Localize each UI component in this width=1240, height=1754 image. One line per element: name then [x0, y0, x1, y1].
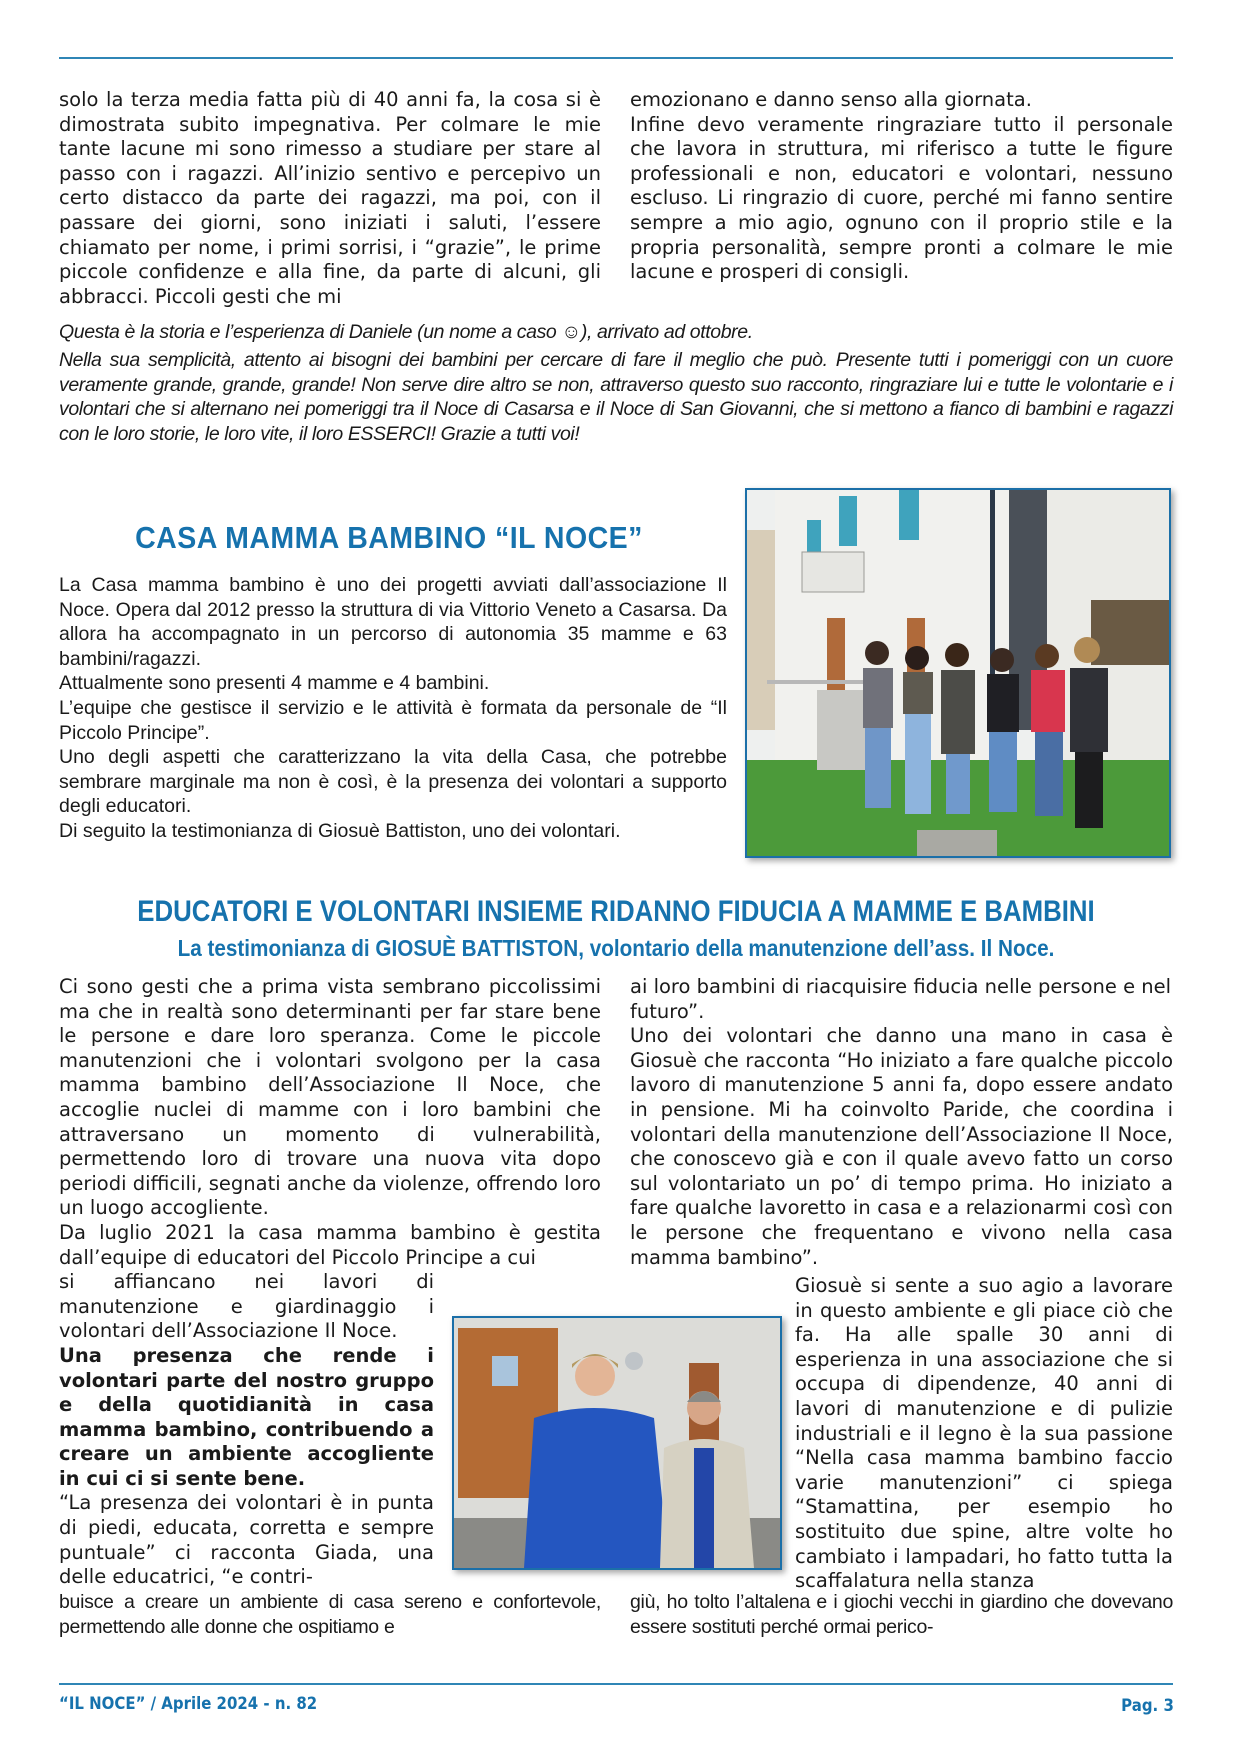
edu-right-narrow-column: [795, 1274, 1173, 1594]
edu-left-quote: “La presenza dei volontari è in punta di piedi, educata, corretta e sempre puntuale” ci racconta Giada, una delle educatrici, “e contri-: [59, 1491, 434, 1589]
casa-paragraph: Attualmente sono presenti 4 mamme e 4 bambini.: [59, 672, 490, 695]
footer-rule: [59, 1683, 1173, 1685]
editorial-note-line-1: Questa è la storia e l’esperienza di Daniele (un nome a caso ☺), arrivato ad ottobre.: [59, 321, 753, 343]
casa-section-body: [59, 573, 727, 844]
team-photo-illustration: [747, 490, 1169, 856]
casa-section-title: CASA MAMMA BAMBINO “IL NOCE”: [135, 520, 643, 555]
edu-bottom-left-text: [59, 1590, 601, 1639]
page-number: Pag. 3: [1121, 1696, 1174, 1716]
editorial-note-line-2: Nella sua semplicità, attento ai bisogni dei bambini per cercare di fare il meglio che può. Presente tutti i pomeriggi con un cuore veramente grande, grande, grande! Non serve dire altro se non, attraverso questo suo racconto, ringraziare lui e tutte le volontarie e i volontari che si alternano nei pomeriggi tra il Noce di Casarsa e il Noce di San Giovanni, che si mettono a fianco di bambini e ragazzi con le loro storie, le loro vite, il loro ESSERCI! Grazie a tutti voi!: [59, 349, 1173, 445]
header-rule: [59, 57, 1173, 59]
volunteer-photo: [452, 1316, 782, 1570]
top-left-paragraph: solo la terza media fatta più di 40 anni fa, la cosa si è dimostrata subito impegnativa. Per colmare le mie tante lacune mi sono rimesso a studiare per stare al passo con i ragazzi. All’inizio sentivo e percepivo un certo distacco da parte dei ragazzi, ma poi, con il passare dei giorni, sono iniziati i saluti, l’essere chiamato per nome, i primi sorrisi, i “grazie”, le prime piccole confidenze e alla fine, da parte di alcuni, gli abbracci. Piccoli gesti che mi: [59, 88, 601, 308]
team-photo: [745, 488, 1171, 858]
edu-bottom-right-text: [630, 1590, 1173, 1639]
edu-bottom-right-paragraph: giù, ho tolto l’altalena e i giochi vecchi in giardino che dovevano essere sostituti perché ormai perico-: [630, 1591, 1173, 1638]
edu-section-subtitle: La testimonianza di GIOSUÈ BATTISTON, volontario della manutenzione dell’ass. Il Noce.: [177, 935, 1055, 961]
top-right-column: [630, 88, 1173, 285]
casa-paragraph: Di seguito la testimonianza di Giosuè Battiston, uno dei volontari.: [59, 819, 621, 842]
top-left-column: [59, 88, 601, 309]
footer-publication: “IL NOCE” / Aprile 2024 - n. 82: [59, 1694, 318, 1714]
edu-bottom-left-paragraph: buisce a creare un ambiente di casa sereno e confortevole, permettendo alle donne che ospitiamo e: [59, 1591, 601, 1638]
casa-paragraph: La Casa mamma bambino è uno dei progetti avviati dall’associazione Il Noce. Opera dal 2012 presso la struttura di via Vittorio Veneto a Casarsa. Da allora ha accompagnato in un percorso di autonomia 35 mamme e 63 bambini/ragazzi.: [59, 574, 727, 670]
edu-left-highlight: Una presenza che rende i volontari parte del nostro gruppo e della quotidianità in casa mamma bambino, contribuendo a creare un ambiente accogliente in cui ci si sente bene.: [59, 1343, 434, 1490]
edu-left-narrow-paragraph: si affiancano nei lavori di manutenzione e giardinaggio i volontari dell’Associazione Il Noce.: [59, 1270, 434, 1343]
volunteer-photo-illustration: [454, 1318, 780, 1568]
edu-right-paragraph: ai loro bambini di riacquisire fiducia nelle persone e nel futuro”.: [630, 975, 1172, 1023]
casa-paragraph: L’equipe che gestisce il servizio e le attività è formata da personale de “Il Piccolo Principe”.: [59, 696, 727, 744]
top-right-paragraph-2: Infine devo veramente ringraziare tutto il personale che lavora in struttura, mi riferisco a tutte le figure professionali e non, educatori e volontari, nessuno escluso. Li ringrazio di cuore, perché mi fanno sentire sempre a mio agio, ognuno con il proprio stile e la propria personalità, sempre pronti a colmare le mie lacune e prosperi di consigli.: [630, 112, 1173, 284]
edu-left-paragraph: Ci sono gesti che a prima vista sembrano piccolissimi ma che in realtà sono determinanti per far stare bene le persone e dare loro speranza. Come le piccole manutenzioni che i volontari svolgono per la casa mamma bambino dell’Associazione Il Noce, che accoglie nuclei di mamme con i loro bambini che attraversano un momento di vulnerabilità, permettendo loro di trovare una nuova vita dopo periodi difficili, segnati anche da violenze, offrendo loro un luogo accogliente.: [59, 975, 601, 1220]
editorial-note: [59, 320, 1173, 450]
edu-right-paragraph: Uno dei volontari che danno una mano in casa è Giosuè che racconta “Ho iniziato a fare qualche piccolo lavoro di manutenzione 5 anni fa, dopo essere andato in pensione. Mi ha coinvolto Paride, che coordina i volontari della manutenzione dell’Associazione Il Noce, che conoscevo già e con il quale avevo fatto un corso sul volontariato un po’ di tempo prima. Ho iniziato a fare qualche lavoretto in casa e a relazionarmi così con le persone che frequentano e vivono nella casa mamma bambino”.: [630, 1024, 1173, 1269]
edu-right-narrow-paragraph: Giosuè si sente a suo agio a lavorare in questo ambiente e gli piace ciò che fa. Ha alle spalle 30 anni di esperienza in una associazione che si occupa di dipendenze, 40 anni di lavori di manutenzione e di pulizie industriali e il legno è la sua passione “Nella casa mamma bambino faccio varie manutenzioni” ci spiega “Stamattina, per esempio ho sostituito due spine, altre volte ho cambiato i lampadari, ho fatto tutta la scaffalatura nella stanza: [795, 1274, 1173, 1593]
top-right-paragraph-1: emozionano e danno senso alla giornata.: [630, 88, 1032, 111]
casa-paragraph: Uno degli aspetti che caratterizzano la vita della Casa, che potrebbe sembrare marginale ma non è così, è la presenza dei volontari a supporto degli educatori.: [59, 746, 727, 818]
edu-left-paragraph: Da luglio 2021 la casa mamma bambino è gestita dall’equipe di educatori del Piccolo Principe a cui: [59, 1220, 601, 1269]
edu-right-column: [630, 975, 1173, 1270]
edu-section-title: EDUCATORI E VOLONTARI INSIEME RIDANNO FIDUCIA A MAMME E BAMBINI: [137, 895, 1095, 928]
